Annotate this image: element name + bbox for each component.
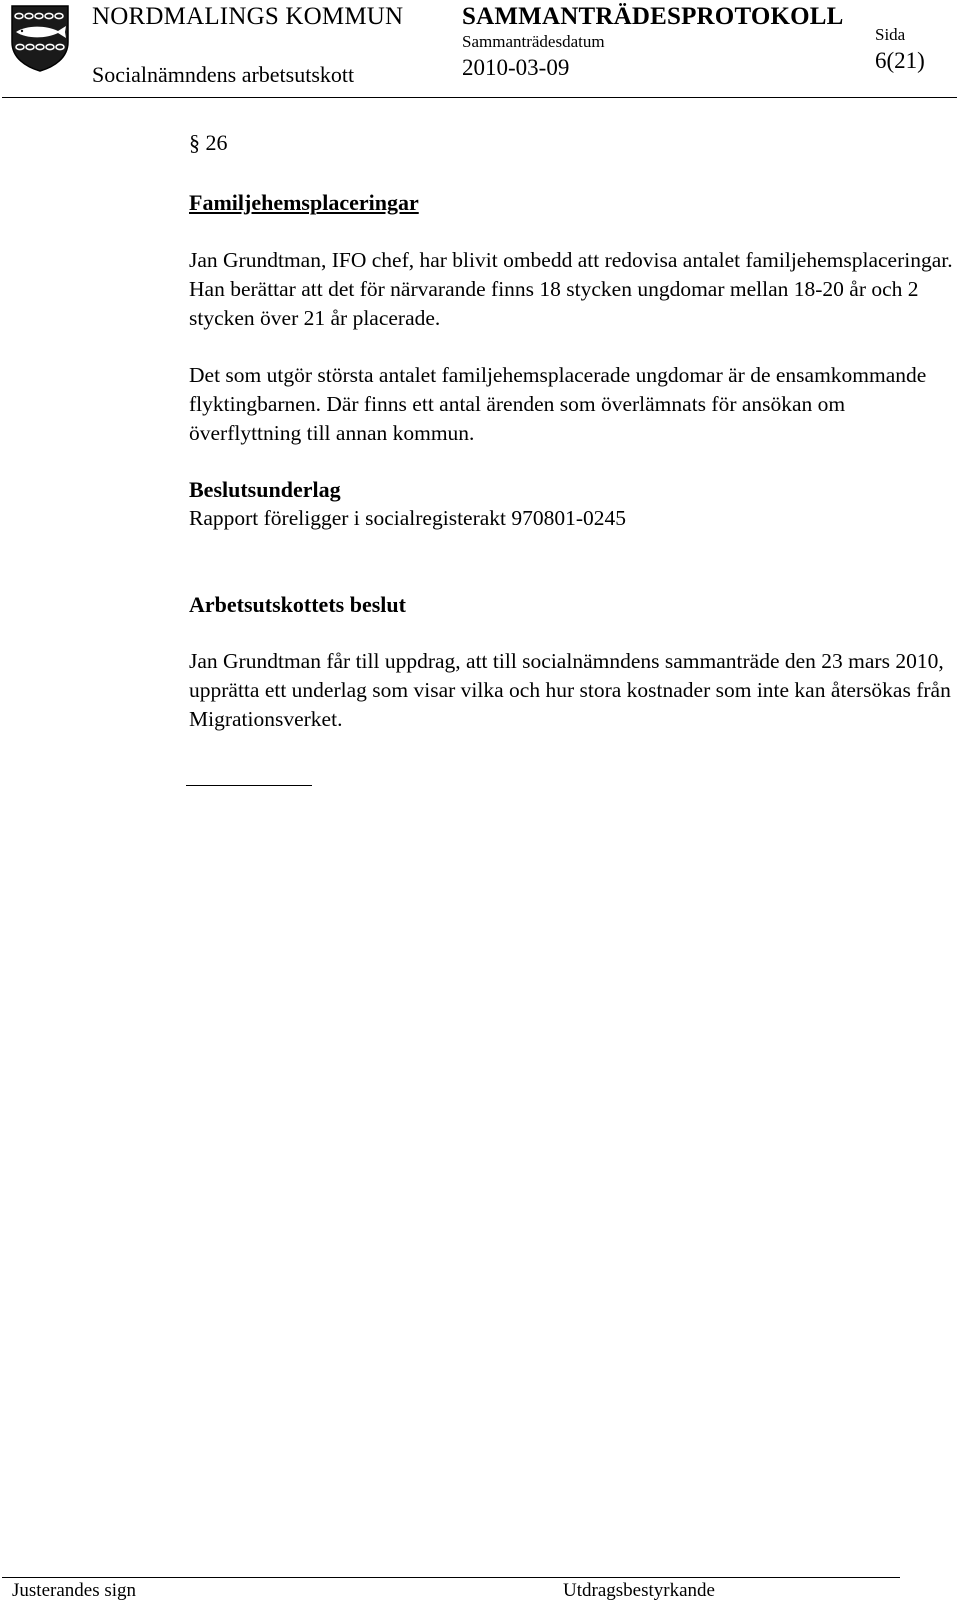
paragraph-report: Jan Grundtman, IFO chef, har blivit ombedd att redovisa antalet familjehemsplaceringar. Han berättar att det för närvarande finns 18 stycken ungdomar mellan 18-20 år och 2 stycken över 21 år placerade. [189, 248, 953, 330]
page-number: 6(21) [875, 48, 925, 73]
decision-basis-heading: Beslutsunderlag [189, 477, 341, 502]
committee-name: Socialnämndens arbetsutskott [92, 62, 355, 87]
section-heading: Familjehemsplaceringar [189, 190, 419, 215]
meeting-date: 2010-03-09 [462, 55, 570, 80]
meeting-date-label: Sammanträdesdatum [462, 32, 605, 51]
paragraph-refugee-children: Det som utgör största antalet familjehemsplacerade ungdomar är de ensamkommande flyktingbarnen. Där finns ett antal ärenden som överlämnats för ansökan om överflyttning till annan kommun. [189, 363, 927, 445]
document-type: SAMMANTRÄDESPROTOKOLL [462, 3, 844, 30]
decision-text: Jan Grundtman får till uppdrag, att till socialnämndens sammanträde den 23 mars 2010, upprätta ett underlag som visar vilka och hur stora kostnader som inte kan återsökas från Migrationsverket. [189, 649, 951, 731]
footer-divider [2, 1577, 900, 1578]
page-label: Sida [875, 25, 906, 44]
certification-label: Utdragsbestyrkande [563, 1580, 715, 1601]
decision-basis-text: Rapport föreligger i socialregisterakt 970801-0245 [189, 506, 627, 530]
section-number: § 26 [189, 130, 228, 155]
coat-of-arms-logo [10, 4, 70, 72]
decision-heading: Arbetsutskottets beslut [189, 592, 406, 617]
section-end-line [186, 785, 312, 786]
signature-label: Justerandes sign [12, 1580, 137, 1601]
organization-name: NORDMALINGS KOMMUN [92, 3, 404, 30]
header-divider [2, 97, 957, 98]
